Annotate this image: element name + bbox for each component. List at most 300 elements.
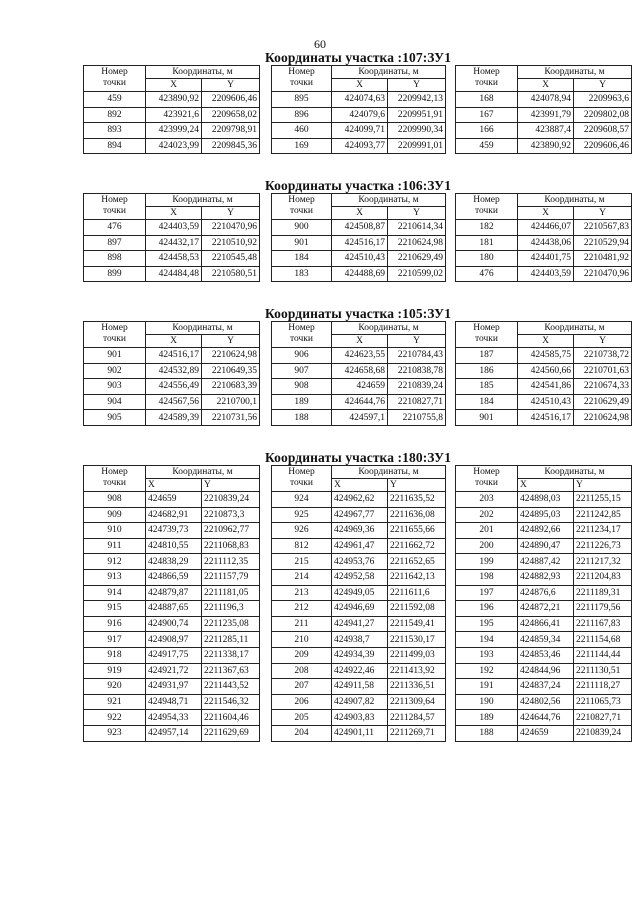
y-header: Y bbox=[202, 79, 260, 92]
point-number-cell: 908 bbox=[84, 492, 146, 508]
table-row bbox=[272, 538, 446, 554]
table-row bbox=[456, 123, 632, 139]
x-coordinate-cell: 424853,46 bbox=[518, 647, 574, 663]
x-coordinate-cell: 424892,66 bbox=[518, 523, 574, 539]
x-coordinate-cell: 424967,77 bbox=[332, 507, 388, 523]
point-number-cell: 459 bbox=[84, 92, 146, 108]
y-coordinate-cell: 2210683,39 bbox=[202, 379, 260, 395]
x-coordinate-cell: 424567,56 bbox=[146, 394, 202, 410]
y-coordinate-cell: 2210839,24 bbox=[574, 725, 632, 741]
table-row bbox=[272, 379, 446, 395]
x-coordinate-cell: 424541,86 bbox=[518, 379, 574, 395]
point-number-header-line2: точки bbox=[289, 334, 313, 344]
y-coordinate-cell: 2209606,46 bbox=[202, 92, 260, 108]
coordinates-table bbox=[455, 465, 632, 742]
x-coordinate-cell: 424859,34 bbox=[518, 632, 574, 648]
table-row bbox=[84, 694, 260, 710]
x-coordinate-cell: 424659 bbox=[518, 725, 574, 741]
y-coordinate-cell: 2211530,17 bbox=[388, 632, 446, 648]
point-number-cell: 209 bbox=[272, 647, 332, 663]
x-coordinate-cell: 424876,6 bbox=[518, 585, 574, 601]
table-row bbox=[272, 410, 446, 426]
y-coordinate-cell: 2210873,3 bbox=[202, 507, 260, 523]
point-number-cell: 185 bbox=[456, 379, 518, 395]
y-coordinate-cell: 2209963,6 bbox=[574, 92, 632, 108]
table-row bbox=[272, 363, 446, 379]
coordinates-table bbox=[83, 193, 260, 282]
point-number-cell: 916 bbox=[84, 616, 146, 632]
coordinates-table bbox=[271, 65, 446, 154]
point-number-cell: 907 bbox=[272, 363, 332, 379]
y-coordinate-cell: 2211662,72 bbox=[388, 538, 446, 554]
point-number-header-line2: точки bbox=[289, 478, 313, 488]
table-header-row bbox=[272, 194, 446, 207]
point-number-cell: 215 bbox=[272, 554, 332, 570]
point-number-header bbox=[84, 66, 146, 92]
point-number-cell: 914 bbox=[84, 585, 146, 601]
x-coordinate-cell: 424510,43 bbox=[518, 394, 574, 410]
point-number-cell: 460 bbox=[272, 123, 332, 139]
point-number-header-line1: Номер bbox=[288, 323, 315, 333]
x-coordinate-cell: 424532,89 bbox=[146, 363, 202, 379]
y-coordinate-cell: 2210784,43 bbox=[388, 348, 446, 364]
point-number-cell: 925 bbox=[272, 507, 332, 523]
y-coordinate-cell: 2211604,46 bbox=[202, 710, 260, 726]
table-row bbox=[272, 725, 446, 741]
page-number: 60 bbox=[314, 37, 326, 51]
y-coordinate-cell: 2211367,63 bbox=[202, 663, 260, 679]
x-header: X bbox=[146, 207, 202, 220]
point-number-cell: 202 bbox=[456, 507, 518, 523]
y-coordinate-cell: 2210701,63 bbox=[574, 363, 632, 379]
x-coordinate-cell: 423890,92 bbox=[518, 138, 574, 154]
x-coordinate-cell: 424890,47 bbox=[518, 538, 574, 554]
table-header-row bbox=[456, 466, 632, 479]
table-row bbox=[456, 220, 632, 236]
x-header: X bbox=[518, 79, 574, 92]
table-row bbox=[272, 616, 446, 632]
table-row bbox=[272, 523, 446, 539]
y-coordinate-cell: 2210649,35 bbox=[202, 363, 260, 379]
table-row bbox=[272, 569, 446, 585]
coordinates-table bbox=[455, 321, 632, 426]
table-header-row bbox=[272, 322, 446, 335]
y-coordinate-cell: 2211065,73 bbox=[574, 694, 632, 710]
table-header-row bbox=[84, 322, 260, 335]
point-number-header-line1: Номер bbox=[473, 323, 500, 333]
y-coordinate-cell: 2211226,73 bbox=[574, 538, 632, 554]
x-header: X bbox=[332, 479, 388, 492]
y-coordinate-cell: 2210629,49 bbox=[388, 251, 446, 267]
point-number-cell: 166 bbox=[456, 123, 518, 139]
point-number-cell: 913 bbox=[84, 569, 146, 585]
point-number-cell: 192 bbox=[456, 663, 518, 679]
x-coordinate-cell: 424962,62 bbox=[332, 492, 388, 508]
point-number-cell: 188 bbox=[456, 725, 518, 741]
point-number-header-line2: точки bbox=[474, 206, 498, 216]
table-row bbox=[456, 138, 632, 154]
y-coordinate-cell: 2210614,34 bbox=[388, 220, 446, 236]
y-coordinate-cell: 2211629,69 bbox=[202, 725, 260, 741]
y-coordinate-cell: 2210839,24 bbox=[202, 492, 260, 508]
table-row bbox=[272, 663, 446, 679]
point-number-cell: 201 bbox=[456, 523, 518, 539]
point-number-cell: 184 bbox=[456, 394, 518, 410]
x-coordinate-cell: 424438,06 bbox=[518, 235, 574, 251]
y-coordinate-cell: 2211112,35 bbox=[202, 554, 260, 570]
y-coordinate-cell: 2211592,08 bbox=[388, 601, 446, 617]
table-row bbox=[84, 138, 260, 154]
x-coordinate-cell: 424488,69 bbox=[332, 266, 388, 282]
x-coordinate-cell: 424953,76 bbox=[332, 554, 388, 570]
x-coordinate-cell: 424895,03 bbox=[518, 507, 574, 523]
point-number-cell: 926 bbox=[272, 523, 332, 539]
section-title: Координаты участка :106:ЗУ1 bbox=[264, 178, 452, 193]
coordinates-table bbox=[455, 193, 632, 282]
coordinates-table bbox=[271, 465, 446, 742]
x-coordinate-cell: 424957,14 bbox=[146, 725, 202, 741]
table-row bbox=[272, 235, 446, 251]
table-row bbox=[456, 538, 632, 554]
section-title: Координаты участка :107:ЗУ1 bbox=[264, 50, 452, 65]
x-coordinate-cell: 424931,97 bbox=[146, 679, 202, 695]
y-coordinate-cell: 2210839,24 bbox=[388, 379, 446, 395]
x-header: X bbox=[146, 79, 202, 92]
x-coordinate-cell: 424644,76 bbox=[332, 394, 388, 410]
point-number-cell: 205 bbox=[272, 710, 332, 726]
y-header: Y bbox=[574, 207, 632, 220]
coordinates-table bbox=[271, 193, 446, 282]
point-number-cell: 915 bbox=[84, 601, 146, 617]
point-number-header-line1: Номер bbox=[473, 467, 500, 477]
x-coordinate-cell: 424093,77 bbox=[332, 138, 388, 154]
y-coordinate-cell: 2209658,02 bbox=[202, 107, 260, 123]
y-coordinate-cell: 2211217,32 bbox=[574, 554, 632, 570]
point-number-cell: 920 bbox=[84, 679, 146, 695]
point-number-cell: 922 bbox=[84, 710, 146, 726]
y-coordinate-cell: 2211285,11 bbox=[202, 632, 260, 648]
table-row bbox=[84, 647, 260, 663]
x-coordinate-cell: 424952,58 bbox=[332, 569, 388, 585]
y-coordinate-cell: 2210827,71 bbox=[388, 394, 446, 410]
table-row bbox=[272, 92, 446, 108]
point-number-cell: 168 bbox=[456, 92, 518, 108]
section-title: Координаты участка :180:ЗУ1 bbox=[264, 450, 452, 465]
table-header-row bbox=[84, 66, 260, 79]
y-coordinate-cell: 2211655,66 bbox=[388, 523, 446, 539]
point-number-cell: 182 bbox=[456, 220, 518, 236]
table-row bbox=[84, 251, 260, 267]
point-number-cell: 908 bbox=[272, 379, 332, 395]
y-header: Y bbox=[388, 207, 446, 220]
point-number-cell: 476 bbox=[456, 266, 518, 282]
y-coordinate-cell: 2211549,41 bbox=[388, 616, 446, 632]
x-header: X bbox=[332, 207, 388, 220]
point-number-header bbox=[272, 66, 332, 92]
table-row bbox=[272, 123, 446, 139]
point-number-cell: 189 bbox=[456, 710, 518, 726]
point-number-header-line2: точки bbox=[289, 206, 313, 216]
x-coordinate-cell: 424908,97 bbox=[146, 632, 202, 648]
table-row bbox=[456, 585, 632, 601]
point-number-cell: 167 bbox=[456, 107, 518, 123]
coordinates-header: Координаты, м bbox=[332, 466, 446, 479]
y-coordinate-cell: 2211413,92 bbox=[388, 663, 446, 679]
point-number-header-line1: Номер bbox=[101, 67, 128, 77]
point-number-header-line1: Номер bbox=[288, 67, 315, 77]
table-row bbox=[272, 107, 446, 123]
x-header: X bbox=[518, 335, 574, 348]
y-header: Y bbox=[202, 207, 260, 220]
table-row bbox=[84, 507, 260, 523]
table-row bbox=[84, 616, 260, 632]
point-number-header-line2: точки bbox=[102, 478, 126, 488]
y-coordinate-cell: 2211204,83 bbox=[574, 569, 632, 585]
y-coordinate-cell: 2211235,08 bbox=[202, 616, 260, 632]
x-coordinate-cell: 424882,93 bbox=[518, 569, 574, 585]
point-number-cell: 183 bbox=[272, 266, 332, 282]
point-number-cell: 900 bbox=[272, 220, 332, 236]
point-number-cell: 910 bbox=[84, 523, 146, 539]
y-coordinate-cell: 2209802,08 bbox=[574, 107, 632, 123]
point-number-header-line2: точки bbox=[474, 478, 498, 488]
table-header-row bbox=[84, 466, 260, 479]
point-number-cell: 195 bbox=[456, 616, 518, 632]
y-coordinate-cell: 2210529,94 bbox=[574, 235, 632, 251]
table-row bbox=[84, 523, 260, 539]
table-row bbox=[84, 394, 260, 410]
x-coordinate-cell: 424623,55 bbox=[332, 348, 388, 364]
y-coordinate-cell: 2210838,78 bbox=[388, 363, 446, 379]
y-coordinate-cell: 2211157,79 bbox=[202, 569, 260, 585]
x-coordinate-cell: 424866,59 bbox=[146, 569, 202, 585]
table-header-row bbox=[84, 194, 260, 207]
coordinates-header: Координаты, м bbox=[332, 194, 446, 207]
point-number-cell: 206 bbox=[272, 694, 332, 710]
point-number-cell: 899 bbox=[84, 266, 146, 282]
y-coordinate-cell: 2209951,91 bbox=[388, 107, 446, 123]
table-row bbox=[84, 220, 260, 236]
table-row bbox=[272, 492, 446, 508]
x-header: X bbox=[332, 79, 388, 92]
x-coordinate-cell: 424949,05 bbox=[332, 585, 388, 601]
table-row bbox=[456, 554, 632, 570]
point-number-header-line1: Номер bbox=[473, 195, 500, 205]
x-coordinate-cell: 423890,92 bbox=[146, 92, 202, 108]
point-number-cell: 210 bbox=[272, 632, 332, 648]
point-number-header-line1: Номер bbox=[101, 467, 128, 477]
coordinates-header: Координаты, м bbox=[146, 66, 260, 79]
table-row bbox=[456, 92, 632, 108]
y-coordinate-cell: 2211309,64 bbox=[388, 694, 446, 710]
table-row bbox=[456, 410, 632, 426]
x-header: X bbox=[518, 207, 574, 220]
x-header: X bbox=[332, 335, 388, 348]
y-coordinate-cell: 2210962,77 bbox=[202, 523, 260, 539]
table-row bbox=[84, 725, 260, 741]
y-coordinate-cell: 2211189,31 bbox=[574, 585, 632, 601]
table-row bbox=[456, 616, 632, 632]
x-coordinate-cell: 424556,49 bbox=[146, 379, 202, 395]
point-number-cell: 918 bbox=[84, 647, 146, 663]
point-number-cell: 901 bbox=[272, 235, 332, 251]
coordinates-table bbox=[83, 465, 260, 742]
point-number-cell: 476 bbox=[84, 220, 146, 236]
coordinates-header: Координаты, м bbox=[146, 322, 260, 335]
point-number-header-line2: точки bbox=[289, 78, 313, 88]
y-header: Y bbox=[574, 335, 632, 348]
table-row bbox=[84, 679, 260, 695]
point-number-header bbox=[272, 466, 332, 492]
y-coordinate-cell: 2210827,71 bbox=[574, 710, 632, 726]
y-coordinate-cell: 2211167,83 bbox=[574, 616, 632, 632]
table-row bbox=[84, 379, 260, 395]
y-coordinate-cell: 2210470,96 bbox=[202, 220, 260, 236]
table-row bbox=[272, 348, 446, 364]
x-coordinate-cell: 424099,71 bbox=[332, 123, 388, 139]
y-coordinate-cell: 2211242,85 bbox=[574, 507, 632, 523]
y-coordinate-cell: 2211336,51 bbox=[388, 679, 446, 695]
point-number-cell: 169 bbox=[272, 138, 332, 154]
x-coordinate-cell: 424810,55 bbox=[146, 538, 202, 554]
x-coordinate-cell: 424900,74 bbox=[146, 616, 202, 632]
x-coordinate-cell: 424403,59 bbox=[146, 220, 202, 236]
table-row bbox=[456, 647, 632, 663]
x-coordinate-cell: 424837,24 bbox=[518, 679, 574, 695]
table-row bbox=[456, 266, 632, 282]
coordinates-header: Координаты, м bbox=[332, 322, 446, 335]
coordinates-header: Координаты, м bbox=[146, 194, 260, 207]
point-number-cell: 921 bbox=[84, 694, 146, 710]
y-coordinate-cell: 2210599,02 bbox=[388, 266, 446, 282]
point-number-cell: 193 bbox=[456, 647, 518, 663]
point-number-cell: 191 bbox=[456, 679, 518, 695]
point-number-header-line2: точки bbox=[102, 206, 126, 216]
point-number-header-line1: Номер bbox=[101, 195, 128, 205]
y-coordinate-cell: 2210738,72 bbox=[574, 348, 632, 364]
x-coordinate-cell: 424682,91 bbox=[146, 507, 202, 523]
point-number-header bbox=[272, 194, 332, 220]
x-coordinate-cell: 424866,41 bbox=[518, 616, 574, 632]
y-coordinate-cell: 2211196,3 bbox=[202, 601, 260, 617]
coordinates-table bbox=[271, 321, 446, 426]
point-number-cell: 184 bbox=[272, 251, 332, 267]
y-coordinate-cell: 2210470,96 bbox=[574, 266, 632, 282]
x-coordinate-cell: 424907,82 bbox=[332, 694, 388, 710]
point-number-cell: 903 bbox=[84, 379, 146, 395]
table-row bbox=[272, 251, 446, 267]
table-row bbox=[272, 601, 446, 617]
point-number-cell: 199 bbox=[456, 554, 518, 570]
point-number-cell: 895 bbox=[272, 92, 332, 108]
y-coordinate-cell: 2210580,51 bbox=[202, 266, 260, 282]
table-row bbox=[272, 266, 446, 282]
x-coordinate-cell: 424934,39 bbox=[332, 647, 388, 663]
point-number-cell: 208 bbox=[272, 663, 332, 679]
y-coordinate-cell: 2210629,49 bbox=[574, 394, 632, 410]
y-coordinate-cell: 2211338,17 bbox=[202, 647, 260, 663]
table-row bbox=[456, 632, 632, 648]
x-coordinate-cell: 424484,48 bbox=[146, 266, 202, 282]
table-row bbox=[272, 394, 446, 410]
point-number-header-line2: точки bbox=[474, 334, 498, 344]
table-row bbox=[84, 266, 260, 282]
x-coordinate-cell: 424074,63 bbox=[332, 92, 388, 108]
point-number-cell: 911 bbox=[84, 538, 146, 554]
y-coordinate-cell: 2211642,13 bbox=[388, 569, 446, 585]
x-coordinate-cell: 424872,21 bbox=[518, 601, 574, 617]
table-row bbox=[456, 663, 632, 679]
table-row bbox=[272, 220, 446, 236]
table-row bbox=[272, 507, 446, 523]
point-number-cell: 894 bbox=[84, 138, 146, 154]
table-header-row bbox=[456, 194, 632, 207]
table-row bbox=[84, 710, 260, 726]
point-number-cell: 917 bbox=[84, 632, 146, 648]
y-coordinate-cell: 2210510,92 bbox=[202, 235, 260, 251]
x-coordinate-cell: 424508,87 bbox=[332, 220, 388, 236]
y-coordinate-cell: 2211234,17 bbox=[574, 523, 632, 539]
table-row bbox=[456, 694, 632, 710]
coordinates-header: Координаты, м bbox=[518, 466, 632, 479]
coordinates-header: Координаты, м bbox=[332, 66, 446, 79]
point-number-cell: 190 bbox=[456, 694, 518, 710]
point-number-header bbox=[456, 194, 518, 220]
x-coordinate-cell: 424516,17 bbox=[146, 348, 202, 364]
table-row bbox=[456, 379, 632, 395]
coordinates-header: Координаты, м bbox=[518, 194, 632, 207]
point-number-cell: 902 bbox=[84, 363, 146, 379]
point-number-cell: 923 bbox=[84, 725, 146, 741]
table-row bbox=[84, 601, 260, 617]
table-row bbox=[84, 235, 260, 251]
x-coordinate-cell: 424510,43 bbox=[332, 251, 388, 267]
x-coordinate-cell: 424887,65 bbox=[146, 601, 202, 617]
y-coordinate-cell: 2211130,51 bbox=[574, 663, 632, 679]
y-coordinate-cell: 2211118,27 bbox=[574, 679, 632, 695]
y-coordinate-cell: 2209991,01 bbox=[388, 138, 446, 154]
table-row bbox=[84, 348, 260, 364]
x-coordinate-cell: 423999,24 bbox=[146, 123, 202, 139]
x-coordinate-cell: 424079,6 bbox=[332, 107, 388, 123]
x-coordinate-cell: 424023,99 bbox=[146, 138, 202, 154]
point-number-header-line1: Номер bbox=[288, 195, 315, 205]
x-coordinate-cell: 424898,03 bbox=[518, 492, 574, 508]
table-row bbox=[456, 523, 632, 539]
coordinates-header: Координаты, м bbox=[146, 466, 260, 479]
table-row bbox=[272, 632, 446, 648]
y-coordinate-cell: 2209606,46 bbox=[574, 138, 632, 154]
x-header: X bbox=[146, 335, 202, 348]
x-coordinate-cell: 424844,96 bbox=[518, 663, 574, 679]
x-coordinate-cell: 424589,39 bbox=[146, 410, 202, 426]
x-header: X bbox=[518, 479, 574, 492]
table-row bbox=[84, 569, 260, 585]
x-coordinate-cell: 424432,17 bbox=[146, 235, 202, 251]
point-number-header-line2: точки bbox=[102, 78, 126, 88]
point-number-cell: 909 bbox=[84, 507, 146, 523]
point-number-cell: 197 bbox=[456, 585, 518, 601]
point-number-cell: 906 bbox=[272, 348, 332, 364]
table-row bbox=[84, 410, 260, 426]
x-coordinate-cell: 424802,56 bbox=[518, 694, 574, 710]
x-coordinate-cell: 424954,33 bbox=[146, 710, 202, 726]
point-number-cell: 194 bbox=[456, 632, 518, 648]
table-header-row bbox=[456, 66, 632, 79]
table-row bbox=[456, 569, 632, 585]
y-coordinate-cell: 2211284,57 bbox=[388, 710, 446, 726]
point-number-cell: 896 bbox=[272, 107, 332, 123]
